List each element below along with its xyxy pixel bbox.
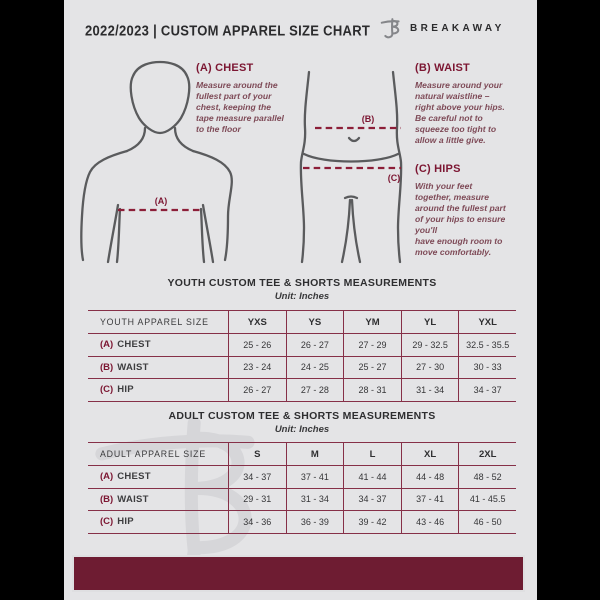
table-value-cell: 32.5 - 35.5: [458, 334, 516, 356]
row-label: HIP: [117, 516, 134, 528]
row-label: WAIST: [117, 493, 149, 505]
table-value-cell: 34 - 36: [228, 511, 286, 533]
table-value-cell: 25 - 26: [228, 334, 286, 356]
table-value-cell: 23 - 24: [228, 357, 286, 379]
youth-table-header-row: [88, 311, 516, 334]
adult-section-title: ADULT CUSTOM TEE & SHORTS MEASUREMENTS: [168, 410, 436, 422]
row-prefix: (C): [100, 384, 114, 396]
row-prefix: (B): [100, 493, 114, 505]
arm-right-outer: [193, 151, 232, 260]
row-prefix: (A): [100, 339, 114, 351]
table-value-cell: 43 - 46: [401, 511, 459, 533]
youth-table-header-cell: YOUTH APPAREL SIZE: [100, 317, 209, 327]
youth-table-header-cell: YXL: [458, 311, 516, 333]
page-title: 2022/2023 | CUSTOM APPAREL SIZE CHART: [85, 22, 371, 39]
row-label-cell: [88, 489, 228, 511]
table-value-cell: 26 - 27: [228, 379, 286, 401]
table-value-cell: 41 - 45.5: [458, 489, 516, 511]
chest-guide-body: Measure around the fullest part of your chest, keeping the tape measure parallel to the floor: [196, 80, 284, 134]
youth-table-header-cell: YL: [401, 311, 459, 333]
youth-waist-row: [88, 357, 516, 380]
row-prefix: (A): [100, 471, 114, 483]
row-label-cell: [88, 357, 228, 379]
table-value-cell: 27 - 30: [401, 357, 459, 379]
adult-table-header-cell: ADULT APPAREL SIZE: [100, 449, 206, 459]
neck-right: [175, 128, 193, 151]
table-value-cell: 39 - 42: [343, 511, 401, 533]
waist-guide-heading: (B) WAIST: [415, 62, 470, 74]
head-outline: [131, 62, 189, 133]
adult-table-header-row: [88, 443, 516, 466]
leg-left-inner: [342, 200, 350, 262]
arm-left-outer: [81, 151, 127, 260]
table-value-cell: 25 - 27: [343, 357, 401, 379]
hips-marker-label: (C): [387, 173, 401, 183]
table-value-cell: 41 - 44: [343, 466, 401, 488]
adult-waist-row: [88, 489, 516, 512]
table-value-cell: 48 - 52: [458, 466, 516, 488]
adult-size-table: [88, 442, 516, 534]
torso-left-side: [117, 209, 120, 262]
neck-left: [127, 128, 145, 151]
youth-section-unit: Unit: Inches: [274, 291, 330, 302]
youth-table-header-cell: YM: [343, 311, 401, 333]
table-value-cell: 30 - 33: [458, 357, 516, 379]
brand: [380, 16, 505, 40]
adult-table-header-cell: L: [343, 443, 401, 465]
hip-crease-line: [304, 154, 398, 162]
navel-mark: [349, 138, 359, 141]
table-value-cell: 24 - 25: [286, 357, 344, 379]
adult-table-header-cell: M: [286, 443, 344, 465]
hips-guide-heading: (C) HIPS: [415, 163, 461, 175]
table-value-cell: 37 - 41: [286, 466, 344, 488]
table-value-cell: 34 - 37: [343, 489, 401, 511]
waist-hips-diagram: [296, 58, 406, 265]
waist-guide: [415, 62, 527, 146]
table-value-cell: 31 - 34: [286, 489, 344, 511]
table-value-cell: 26 - 27: [286, 334, 344, 356]
table-value-cell: 34 - 37: [228, 466, 286, 488]
arm-right-inner: [203, 205, 213, 262]
youth-table-header-cell: YS: [286, 311, 344, 333]
chest-marker-label: (A): [154, 196, 168, 206]
row-label: CHEST: [117, 471, 151, 483]
adult-table-header-cell: 2XL: [458, 443, 516, 465]
brand-name: BREAKAWAY: [410, 22, 505, 34]
table-value-cell: 29 - 31: [228, 489, 286, 511]
row-label: HIP: [117, 384, 134, 396]
crotch-cap: [345, 197, 357, 199]
table-value-cell: 27 - 28: [286, 379, 344, 401]
row-prefix: (B): [100, 361, 114, 373]
adult-section-unit: Unit: Inches: [274, 424, 330, 435]
waist-marker-label: (B): [361, 114, 375, 124]
row-label-cell: [88, 466, 228, 488]
footer-bar: [72, 555, 525, 592]
table-value-cell: 36 - 39: [286, 511, 344, 533]
table-value-cell: 37 - 41: [401, 489, 459, 511]
row-label: CHEST: [117, 339, 151, 351]
waist-guide-body: Measure around your natural waistline – right above your hips. Be careful not to squeeze too tight to allow a little give.: [415, 80, 505, 145]
chest-guide-heading: (A) CHEST: [196, 62, 254, 74]
youth-table-header-cell: YXS: [228, 311, 286, 333]
adult-chest-row: [88, 466, 516, 489]
table-value-cell: 46 - 50: [458, 511, 516, 533]
table-value-cell: 27 - 29: [343, 334, 401, 356]
hips-guide-body: With your feet together, measure around the fullest part of your hips to ensure you'll have enough room to move comfortably.: [415, 181, 506, 257]
torso-right-side: [201, 209, 204, 262]
table-value-cell: 28 - 31: [343, 379, 401, 401]
youth-section-title: YOUTH CUSTOM TEE & SHORTS MEASUREMENTS: [167, 277, 437, 289]
table-value-cell: 44 - 48: [401, 466, 459, 488]
table-value-cell: 31 - 34: [401, 379, 459, 401]
row-label-cell: [88, 511, 228, 533]
table-value-cell: 34 - 37: [458, 379, 516, 401]
row-prefix: (C): [100, 516, 114, 528]
youth-chest-row: [88, 334, 516, 357]
youth-size-table: [88, 310, 516, 402]
row-label: WAIST: [117, 361, 149, 373]
table-value-cell: 29 - 32.5: [401, 334, 459, 356]
chest-guide: [196, 62, 308, 135]
breakaway-logo-icon: [380, 16, 403, 40]
size-chart-document: [64, 0, 537, 600]
row-label-cell: [88, 379, 228, 401]
leg-right-inner: [352, 200, 360, 262]
arm-left-inner: [108, 205, 118, 262]
hips-guide: [415, 163, 527, 258]
adult-table-header-cell: S: [228, 443, 286, 465]
youth-hip-row: [88, 379, 516, 402]
row-label-cell: [88, 334, 228, 356]
adult-table-header-cell: XL: [401, 443, 459, 465]
adult-hip-row: [88, 511, 516, 534]
